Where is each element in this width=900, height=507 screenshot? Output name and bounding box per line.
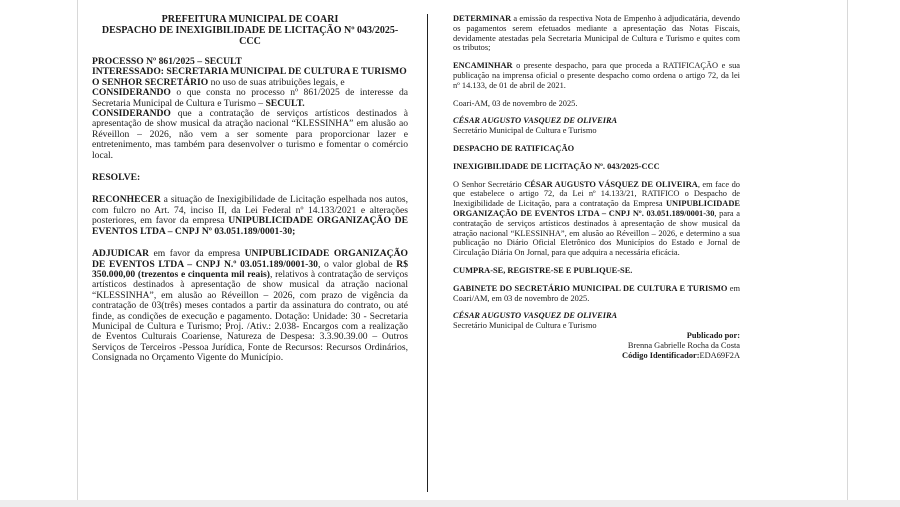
reconhecer-paragraph <box>92 195 408 237</box>
adjudicar-text: , relativos à contratação de serviços artísticos destinados à apresentação de show musical da atração nacional “KLESSINHA”, em alusão ao Réveillon – 2026, com prazo de vigência da contratação de 03(três) meses contados a partir da assinatura do contrato, ou até finde, as condições de execução e pagamento. Dotação: Unidade: 30 - Secretaria Municipal de Cultura e Turismo; Proj. /Ativ.: 2.038- Encargos com a realização de Eventos Culturais Coariense, Natureza de Despesa: 3.3.90.39.00 – Outros Serviços de Terceiros -Pessoa Jurídica, Fonte de Recursos: Recursos Ordinários, Consignada no Orçamento Vigente do Município. <box>92 268 408 364</box>
codigo-line <box>453 351 740 361</box>
page-edge-left <box>77 0 78 507</box>
reconhecer-text: a situação de Inexigibilidade de Licitação espelhada nos autos, com fulcro no Art. 74, inciso II, da Lei Federal nº 14.133/2021 e alterações posteriores, em favor da empresa <box>92 194 408 227</box>
resolve-heading: RESOLVE: <box>92 172 141 184</box>
reconhecer-company: UNIPUBLICIDADE ORGANIZAÇÃO DE EVENTOS LTDA – CNPJ Nº 03.051.189/0001-30; <box>92 215 408 237</box>
rat-mid: , em face do que estabelece o artigo 72, da Lei nº 14.133/21, RATIFICO o Despacho de Inexigibilidade de Licitação, para a contratação da Empresa <box>453 179 740 209</box>
signer-1-name: CÉSAR AUGUSTO VASQUEZ DE OLIVEIRA <box>453 116 618 126</box>
determinar-label: DETERMINAR <box>453 14 512 23</box>
considerando-1-text: o que consta no processo nº 861/2025 de interesse da Secretaria Municipal de Cultura e Turismo – <box>92 87 408 109</box>
column-divider <box>427 14 428 492</box>
rat-name: CÉSAR AUGUSTO VÁSQUEZ DE OLIVEIRA <box>524 179 698 189</box>
considerando-2-paragraph <box>92 109 408 161</box>
encaminhar-text: o presente despacho, para que proceda a RATIFICAÇÃO e sua publicação na imprensa oficial o presente despacho como ordena o artigo 72, da lei nº 14.133, de 01 de abril de 2021. <box>453 61 740 90</box>
considerando-1-paragraph <box>92 88 408 109</box>
publicado-label: Publicado por: <box>686 330 740 340</box>
signer-1-role: Secretário Municipal de Cultura e Turismo <box>453 126 597 136</box>
considerando-1-label: CONSIDERANDO <box>92 87 171 99</box>
encaminhar-label: ENCAMINHAR <box>453 61 513 71</box>
considerando-1-end: SECULT. <box>265 97 305 109</box>
cumpra-line: CUMPRA-SE, REGISTRE-SE E PUBLIQUE-SE. <box>453 265 633 275</box>
signer-2-name: CÉSAR AUGUSTO VASQUEZ DE OLIVEIRA <box>453 311 618 321</box>
senhor-label: O SENHOR SECRETÁRIO <box>92 76 209 88</box>
document-title <box>92 14 408 47</box>
reconhecer-label: RECONHECER <box>92 194 161 206</box>
adjudicar-paragraph <box>92 249 408 363</box>
senhor-text: no uso de suas atribuições legais, e <box>208 76 345 88</box>
signer-2-role: Secretário Municipal de Cultura e Turismo <box>453 321 597 331</box>
rat-pre: O Senhor Secretário <box>453 179 525 189</box>
determinar-paragraph <box>453 14 740 53</box>
adjudicar-label: ADJUDICAR <box>92 248 150 260</box>
codigo-label: Código Identificador: <box>622 350 700 360</box>
publicado-name: Brenna Gabrielle Rocha da Costa <box>627 340 740 350</box>
local-data: Coari-AM, 03 de novembro de 2025. <box>453 98 578 108</box>
encaminhar-paragraph <box>453 61 740 90</box>
adjudicar-valor-pre: , o valor global de <box>317 258 397 270</box>
processo-line: PROCESSO Nº 861/2025 – SECULT <box>92 56 242 67</box>
page-edge-right <box>847 0 848 507</box>
ratificacao-subtitle: INEXIGIBILIDADE DE LICITAÇÃO Nº. 043/2025-CCC <box>453 161 660 171</box>
determinar-text: a emissão da respectiva Nota de Empenho à adjudicatária, devendo os pagamentos serem efetuados mediante a apresentação das Notas Fiscais, devidamente atestadas pela Secretaria Municipal de Cultura e Turismo e quites com os tributos; <box>453 14 740 53</box>
adjudicar-company: UNIPUBLICIDADE ORGANIZAÇÃO DE EVENTOS LTDA – CNPJ N.º 03.051.189/0001-30 <box>92 248 408 270</box>
title-line-1: PREFEITURA MUNICIPAL DE COARI <box>161 14 339 25</box>
right-column <box>453 14 740 360</box>
gabinete-label: GABINETE DO SECRETÁRIO MUNICIPAL DE CULTURA E TURISMO <box>453 283 728 293</box>
considerando-2-label: CONSIDERANDO <box>92 108 171 120</box>
adjudicar-mid: em favor da empresa <box>149 248 245 260</box>
page-bottom-shadow <box>0 500 900 507</box>
rat-rest: , para a contratação de serviços artísticos destinados à apresentação de show musical da atração nacional “KLESSINHA”, em alusão ao Réveillon – 2026, e determino a sua publicação no Diário Oficial Eletrônico dos Municípios do Estado e Jornal de Circulação Diária On Jornal, para que adquira a necessária eficácia. <box>453 208 740 258</box>
adjudicar-valor: R$ 350.000,00 (trezentos e cinquenta mil reais) <box>92 258 408 280</box>
interessado-line: INTERESSADO: SECRETARIA MUNICIPAL DE CULTURA E TURISMO <box>92 66 407 78</box>
codigo-value: EDA69F2A <box>699 350 740 360</box>
rat-company: UNIPUBLICIDADE ORGANIZAÇÃO DE EVENTOS LTDA – CNPJ Nº. 03.051.189/0001-30 <box>453 199 740 218</box>
ratificacao-paragraph <box>453 180 740 258</box>
considerando-2-text: que a contratação de serviços artísticos destinados à apresentação de show musical da atração nacional “KLESSINHA” em alusão ao Réveillon – 2026, não vem a ser somente para proporcionar lazer e entretenimento, mas também para desenvolver o turismo e fomentar o comércio local. <box>92 108 408 161</box>
ratificacao-title: DESPACHO DE RATIFICAÇÃO <box>453 143 575 153</box>
left-column <box>92 14 408 364</box>
gabinete-text: em Coari/AM, em 03 de novembro de 2025. <box>453 283 740 303</box>
gabinete-paragraph <box>453 284 740 304</box>
title-line-2: DESPACHO DE INEXIGIBILIDADE DE LICITAÇÃO Nº 043/2025-CCC <box>101 25 399 47</box>
